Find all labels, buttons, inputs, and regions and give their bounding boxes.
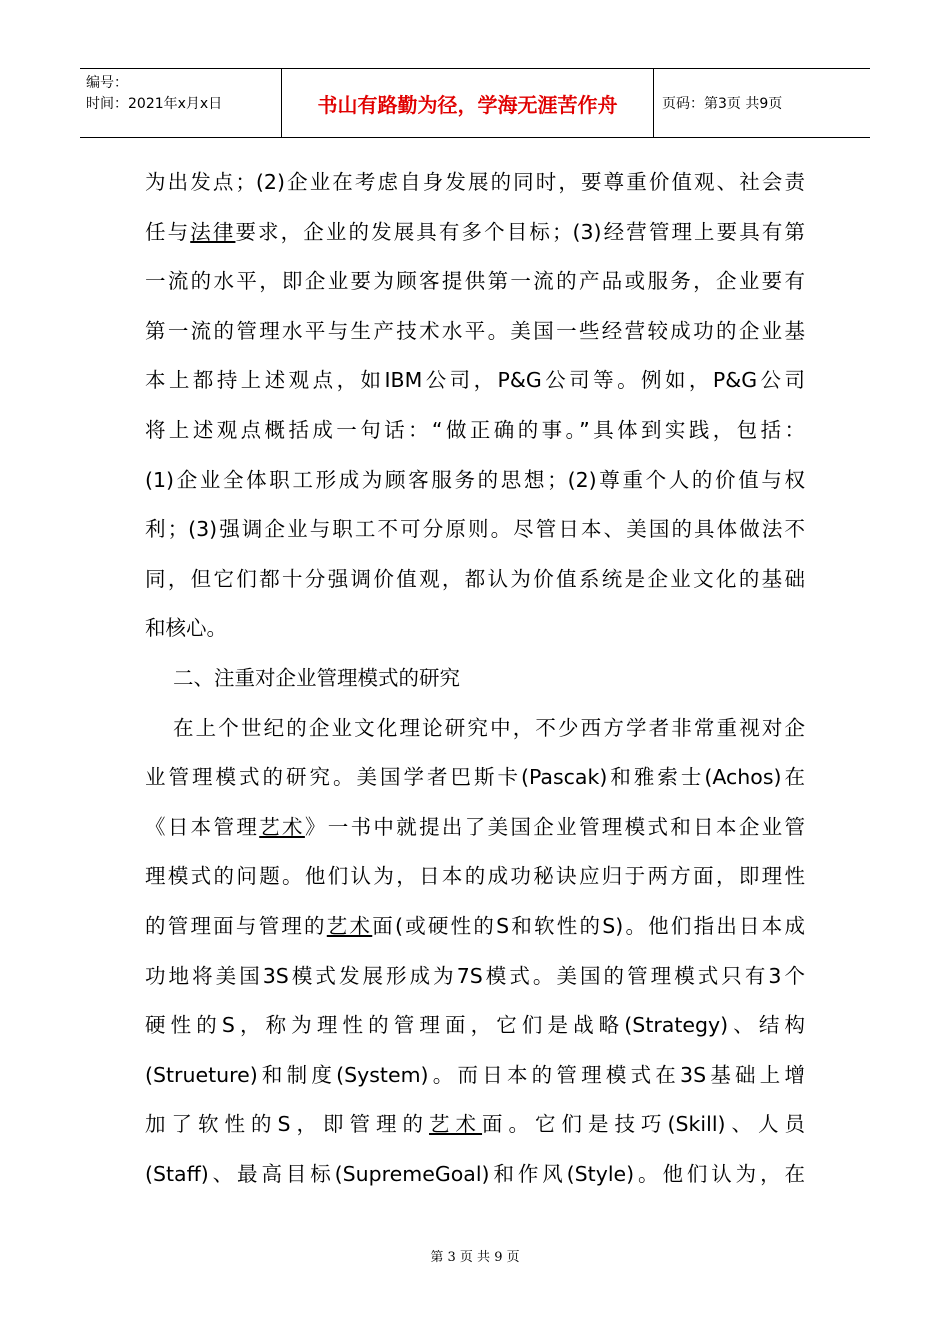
- underlined-term: 艺术: [429, 1112, 483, 1137]
- text-segment: 和核心。: [145, 616, 227, 641]
- text-line: [145, 852, 805, 902]
- text-line: [145, 654, 805, 704]
- text-segment: 利；(3)强调企业与职工不可分原则。尽管日本、美国的具体做法不: [145, 517, 805, 542]
- text-segment: 硬性的S，称为理性的管理面，它们是战略(Strategy)、结构: [145, 1013, 805, 1038]
- text-segment: 第一流的管理水平与生产技术水平。美国一些经营较成功的企业基: [145, 318, 805, 343]
- text-segment: 加了软性的S，即管理的: [145, 1112, 430, 1137]
- text-line: [145, 356, 805, 406]
- text-line: [145, 902, 805, 952]
- underlined-term: 法律: [190, 219, 236, 244]
- text-line: [145, 1100, 805, 1150]
- text-segment: 理模式的问题。他们认为，日本的成功秘诀应归于两方面，即理性: [145, 864, 805, 889]
- text-line: [145, 952, 805, 1002]
- text-segment: 任与: [145, 219, 191, 244]
- text-line: [145, 208, 805, 258]
- text-segment: 在上个世纪的企业文化理论研究中，不少西方学者非常重视对企: [173, 715, 805, 740]
- time-label: 时间：2021年x月x日: [86, 96, 223, 112]
- text-segment: (Staff)、最高目标(SupremeGoal)和作风(Style)。他们认为，在: [145, 1161, 805, 1186]
- text-segment: 面。它们是技巧(Skill)、人员: [482, 1112, 806, 1137]
- header-table: [80, 68, 870, 138]
- body-text: [145, 158, 805, 1199]
- text-line: [145, 307, 805, 357]
- text-segment: 为出发点；(2)企业在考虑自身发展的同时，要尊重价值观、社会责: [145, 170, 805, 194]
- text-line: [145, 158, 805, 208]
- text-segment: 二、注重对企业管理模式的研究: [173, 665, 460, 690]
- text-segment: (1)企业全体职工形成为顾客服务的思想；(2)尊重个人的价值与权: [145, 467, 805, 492]
- text-segment: 《日本管理: [145, 814, 260, 839]
- text-segment: 的管理面与管理的: [145, 913, 327, 938]
- text-segment: (Strueture)和制度(System)。而日本的管理模式在3S基础上增: [145, 1062, 805, 1087]
- text-line: [145, 704, 805, 754]
- header-motto: 书山有路勤为径，学海无涯苦作舟: [282, 69, 654, 137]
- text-segment: 一流的水平，即企业要为顾客提供第一流的产品或服务，企业要有: [145, 269, 805, 294]
- text-line: [145, 604, 805, 654]
- text-segment: 将上述观点概括成一句话：“做正确的事。”具体到实践，包括：: [145, 417, 805, 442]
- text-line: [145, 753, 805, 803]
- text-segment: 本上都持上述观点，如IBM公司，P&G公司等。例如，P&G公司: [145, 368, 805, 393]
- text-line: [145, 505, 805, 555]
- text-line: [145, 1150, 805, 1200]
- text-segment: 要求，企业的发展具有多个目标；(3)经营管理上要具有第: [235, 219, 805, 244]
- header-meta: [80, 69, 282, 137]
- underlined-term: 艺术: [259, 814, 305, 839]
- text-segment: 功地将美国3S模式发展形成为7S模式。美国的管理模式只有3个: [145, 963, 805, 988]
- text-line: [145, 456, 805, 506]
- text-line: [145, 1001, 805, 1051]
- text-line: [145, 257, 805, 307]
- text-segment: 面(或硬性的S和软性的S)。他们指出日本成: [372, 913, 806, 938]
- text-segment: 同，但它们都十分强调价值观，都认为价值系统是企业文化的基础: [145, 566, 805, 591]
- text-segment: 》一书中就提出了美国企业管理模式和日本企业管: [304, 814, 806, 839]
- text-line: [145, 803, 805, 853]
- text-segment: 业管理模式的研究。美国学者巴斯卡(Pascak)和雅索士(Achos)在: [145, 765, 805, 790]
- text-line: [145, 1051, 805, 1101]
- text-line: [145, 555, 805, 605]
- text-line: [145, 406, 805, 456]
- page-footer: 第 3 页 共 9 页: [430, 1250, 520, 1265]
- number-label: 编号：: [86, 75, 128, 91]
- header-page-code: 页码：第3页 共9页: [662, 96, 783, 112]
- underlined-term: 艺术: [326, 913, 373, 938]
